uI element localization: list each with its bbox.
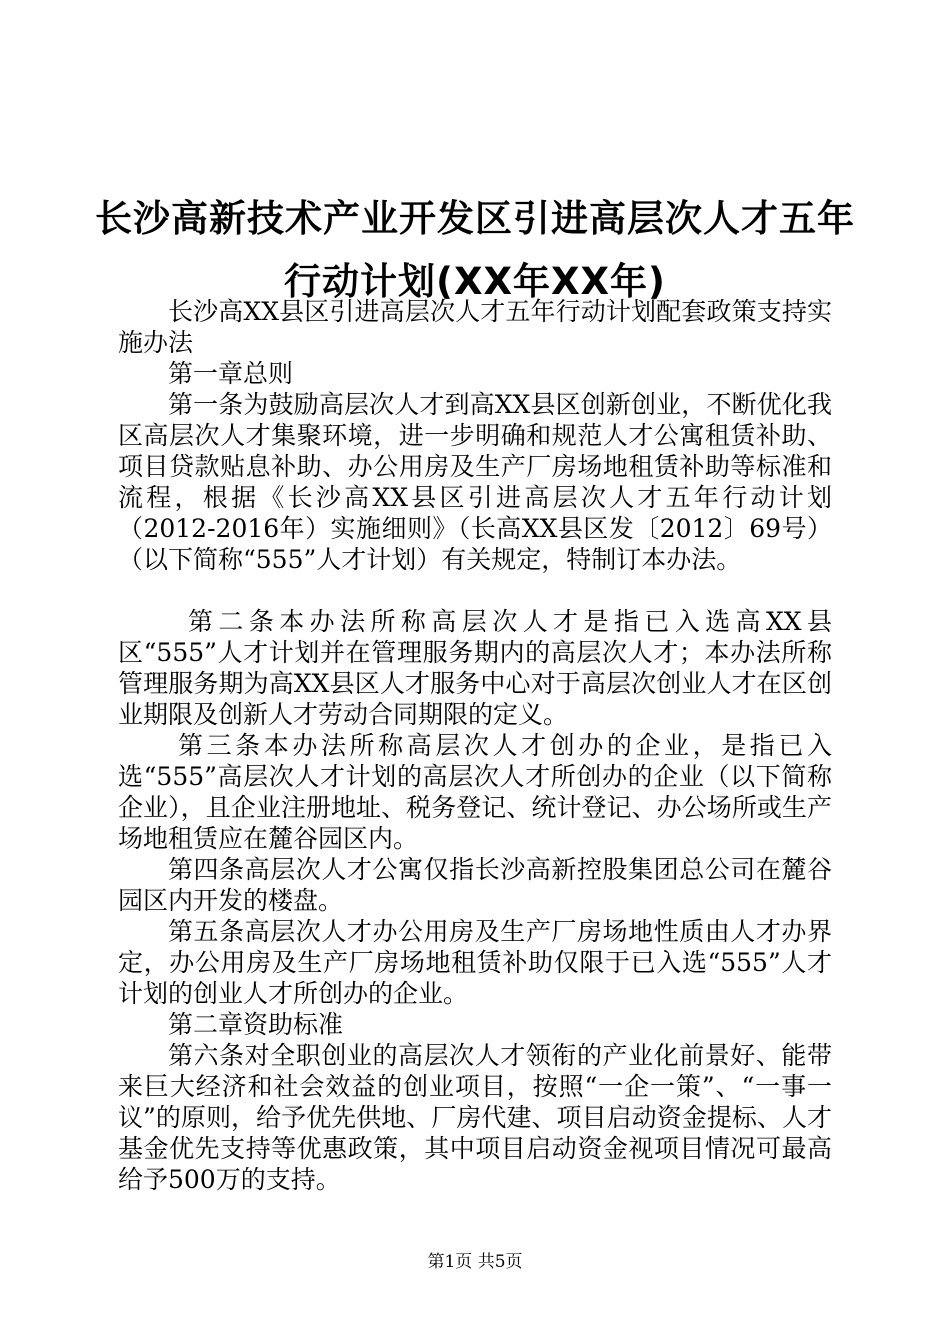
article-1: 第一条为鼓励高层次人才到高XX县区创新创业，不断优化我区高层次人才集聚环境，进一步明确和规范人才公寓租赁补助、项目贷款贴息补助、办公用房及生产厂房场地租赁补助等标准和流程，根据《长沙高XX县区引进高层次人才五年行动计划（2012-2016年）实施细则》（长高XX县区发〔2012〕69号）（以下简称“555”人才计划）有关规定，特制订本办法。 bbox=[118, 390, 832, 574]
page-footer: 第1页 共5页 bbox=[427, 1252, 523, 1272]
document-title-line-1: 长沙高新技术产业开发区引进高层次人才五年 bbox=[95, 197, 855, 240]
document-title-line-2: 行动计划(XX年XX年) bbox=[284, 260, 666, 303]
article-2: 第二条本办法所称高层次人才是指已入选高XX县区“555”人才计划并在管理服务期内的高层次人才；本办法所称管理服务期为高XX县区人才服务中心对于高层次创业人才在区创业期限及创新人才劳动合同期限的定义。 bbox=[118, 607, 832, 729]
article-4: 第四条高层次人才公寓仅指长沙高新控股集团总公司在麓谷园区内开发的楼盘。 bbox=[118, 855, 832, 915]
article-5: 第五条高层次人才办公用房及生产厂房场地性质由人才办界定，办公用房及生产厂房场地租赁补助仅限于已入选“555”人才计划的创业人才所创办的企业。 bbox=[118, 917, 832, 1008]
document-body bbox=[118, 296, 832, 1195]
article-6: 第六条对全职创业的高层次人才领衔的产业化前景好、能带来巨大经济和社会效益的创业项目，按照“一企一策”、“一事一议”的原则，给予优先供地、厂房代建、项目启动资金提标、人才基金优先支持等优惠政策，其中项目启动资金视项目情况可最高给予500万的支持。 bbox=[118, 1041, 832, 1194]
chapter-heading-2: 第二章资助标准 bbox=[168, 1010, 344, 1039]
chapter-heading-1: 第一章总则 bbox=[168, 359, 294, 388]
paragraph-subtitle: 长沙高XX县区引进高层次人才五年行动计划配套政策支持实施办法 bbox=[118, 297, 832, 357]
article-3: 第三条本办法所称高层次人才创办的企业，是指已入选“555”高层次人才计划的高层次人才所创办的企业（以下简称企业），且企业注册地址、税务登记、统计登记、办公场所或生产场地租赁应在麓谷园区内。 bbox=[118, 731, 832, 853]
